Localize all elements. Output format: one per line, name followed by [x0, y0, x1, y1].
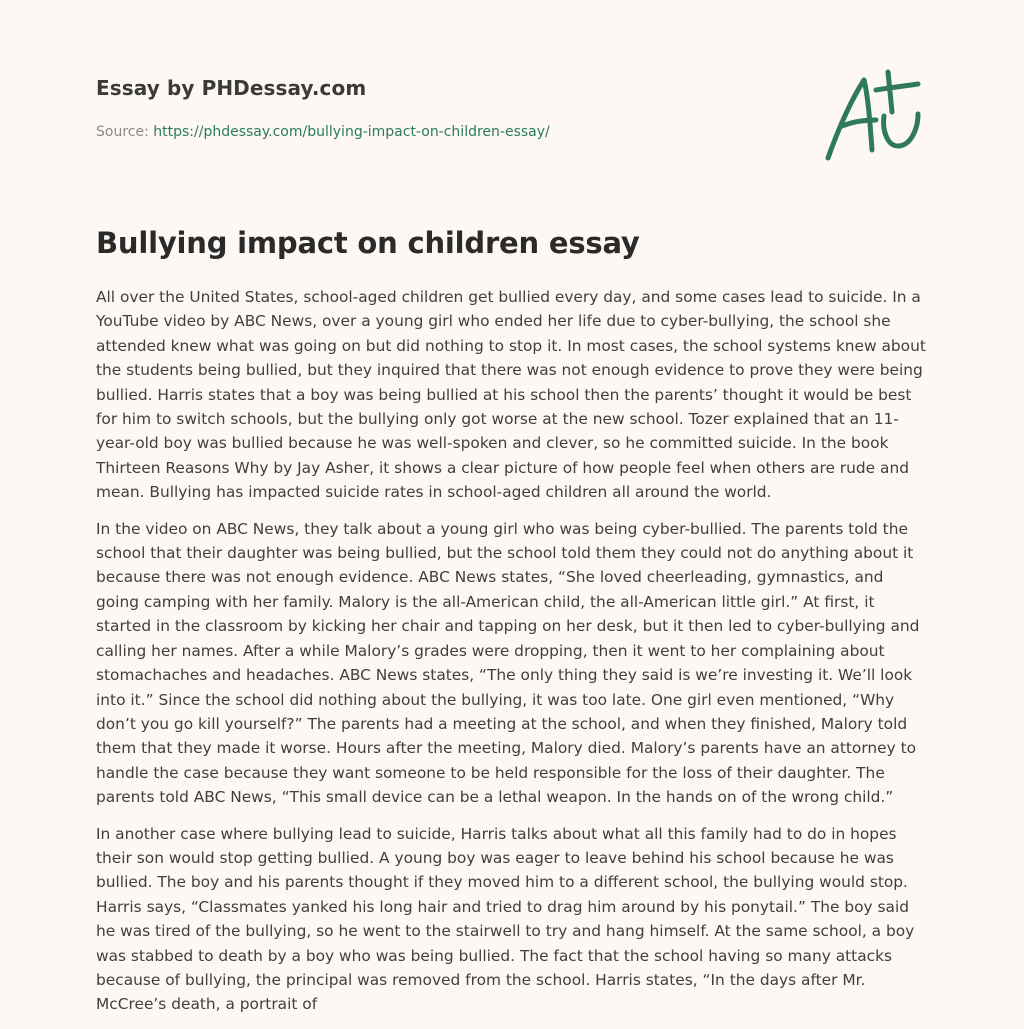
source-label: Source:	[96, 124, 149, 140]
a-plus-grade-logo-icon	[818, 66, 930, 166]
essay-paragraph: In the video on ABC News, they talk about a young girl who was being cyber-bullied. The parents told the school that their daughter was being bullied, but the school told them they could not do anything about it because there was not enough evidence. ABC News states, “She loved cheerleading, gymnastics, and going camping with her family. Malory is the all-American child, the all-American little girl.” At first, it started in the classroom by kicking her chair and tapping on her desk, but it then led to cyber-bullying and calling her names. After a while Malory’s grades were dropping, then it went to her complaining about stomachaches and headaches. ABC News states, “The only thing they said is we’re investing it. We’ll look into it.” Since the school did nothing about the bullying, it was too late. One girl even mentioned, “Why don’t you go kill yourself?” The parents had a meeting at the school, and when they finished, Malory told them that they made it worse. Hours after the meeting, Malory died. Malory’s parents have an attorney to handle the case because they want someone to be held responsible for the loss of their daughter. The parents told ABC News, “This small device can be a lethal weapon. In the hands on of the wrong child.”	[96, 519, 920, 807]
source-line	[96, 124, 550, 140]
essay-paragraph: All over the United States, school-aged children get bullied every day, and some cases lead to suicide. In a YouTube video by ABC News, over a young girl who ended her life due to cyber-bullying, the school she attended knew what was going on but did nothing to stop it. In most cases, the school systems knew about the students being bullied, but they inquired that there was not enough evidence to prove they were being bullied. Harris states that a boy was being bullied at his school then the parents’ thought it would be best for him to switch schools, but the bullying only got worse at the new school. Tozer explained that an 11-year-old boy was bullied because he was well-spoken and clever, so he committed suicide. In the book Thirteen Reasons Why by Jay Asher, it shows a clear picture of how people feel when others are rude and mean. Bullying has impacted suicide rates in school-aged children all around the world.	[96, 288, 926, 502]
source-link[interactable]: https://phdessay.com/bullying-impact-on-children-essay/	[153, 124, 550, 140]
essay-body	[96, 285, 930, 1029]
site-title: Essay by PHDessay.com	[96, 76, 367, 100]
header	[96, 76, 366, 100]
essay-paragraph: In another case where bullying lead to suicide, Harris talks about what all this family had to do in hopes their son would stop getting bullied. A young boy was eager to leave behind his school because he was bullied. The boy and his parents thought if they moved him to a different school, the bullying would stop. Harris says, “Classmates yanked his long hair and tried to drag him around by his ponytail.” The boy said he was tired of the bullying, so he went to the stairwell to try and hang himself. At the same school, a boy was stabbed to death by a boy who was being bullied. The fact that the school having so many attacks because of bullying, the principal was removed from the school. Harris states, “In the days after Mr. McCree’s death, a portrait of	[96, 824, 915, 1014]
essay-title: Bullying impact on children essay	[96, 226, 640, 260]
